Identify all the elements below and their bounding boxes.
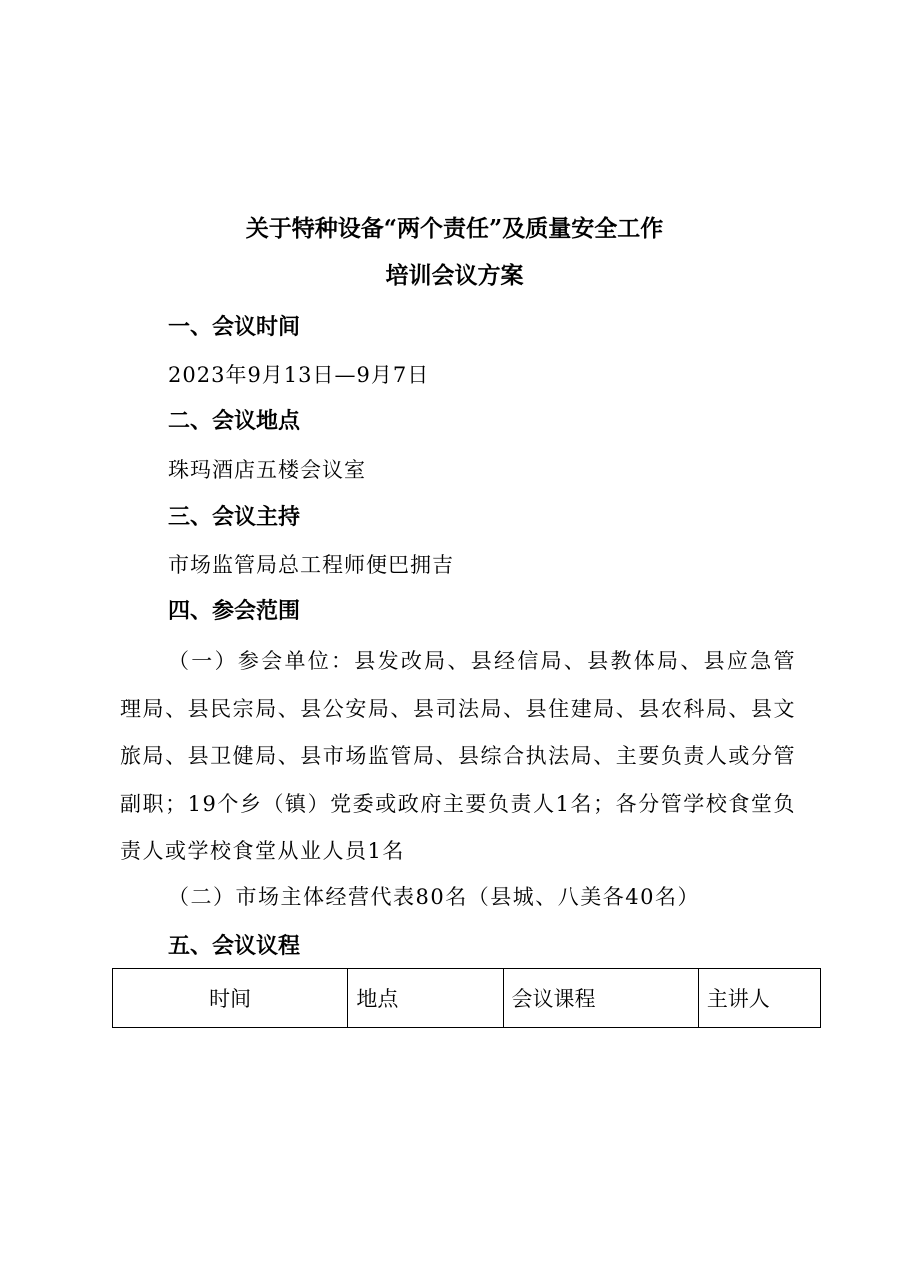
agenda-table — [112, 968, 821, 1028]
section-heading-scope: 四、参会范围 — [168, 599, 301, 624]
document-title-line1: 关于特种设备“两个责任”及质量安全工作 — [245, 215, 664, 242]
section-heading-agenda: 五、会议议程 — [168, 934, 301, 959]
scope-paragraph-units: （一）参会单位：县发改局、县经信局、县教体局、县应急管理局、县民宗局、县公安局、县司法局、县住建局、县农科局、县文旅局、县卫健局、县市场监管局、县综合执法局、主要负责人或分管副职；19个乡（镇）党委或政府主要负责人1名；各分管学校食堂负责人或学校食堂从业人员1名 — [120, 649, 796, 863]
meeting-host-text: 市场监管局总工程师便巴拥吉 — [168, 553, 454, 577]
agenda-header-course: 会议课程 — [503, 969, 698, 1028]
section-heading-time: 一、会议时间 — [168, 315, 301, 340]
document-title-line2: 培训会议方案 — [385, 262, 524, 289]
agenda-header-location: 地点 — [348, 969, 503, 1028]
section-heading-location: 二、会议地点 — [168, 409, 301, 434]
agenda-header-time: 时间 — [113, 969, 348, 1028]
section-heading-host: 三、会议主持 — [168, 505, 301, 530]
meeting-time-text: 2023年9月13日—9月7日 — [168, 363, 430, 387]
agenda-header-speaker: 主讲人 — [698, 969, 820, 1028]
agenda-table-header-row — [113, 969, 821, 1028]
meeting-location-text: 珠玛酒店五楼会议室 — [168, 458, 366, 482]
scope-paragraph-representatives: （二）市场主体经营代表80名（县城、八美各40名） — [168, 885, 700, 909]
